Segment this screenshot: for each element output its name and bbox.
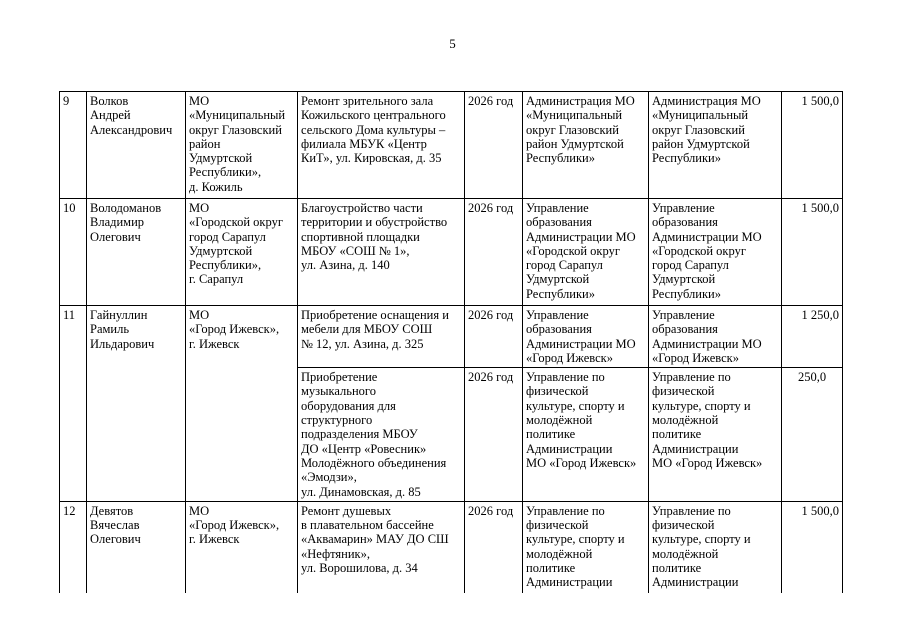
deputy-name: Девятов Вячеслав Олегович	[87, 501, 186, 593]
project-description: Ремонт зрительного зала Кожильского центрального сельского Дома культуры – филиала МБУК «Центр КиТ», ул. Кировская, д. 35	[298, 92, 465, 199]
page-number: 5	[449, 36, 456, 51]
municipality: МО «Муниципальный округ Глазовский район Удмуртской Республики», д. Кожиль	[186, 92, 298, 199]
implementation-year: 2026 год	[465, 306, 523, 368]
amount: 250,0	[782, 368, 843, 502]
municipality: МО «Городской округ город Сарапул Удмуртской Республики», г. Сарапул	[186, 199, 298, 306]
row-number: 9	[60, 92, 87, 199]
implementation-year: 2026 год	[465, 501, 523, 593]
table-row	[60, 199, 843, 306]
administrator: Администрация МО «Муниципальный округ Глазовский район Удмуртской Республики»	[649, 92, 782, 199]
deputy-name: Володоманов Владимир Олегович	[87, 199, 186, 306]
project-description: Приобретение оснащения и мебели для МБОУ СОШ № 12, ул. Азина, д. 325	[298, 306, 465, 368]
administrator: Управление образования Администрации МО «Город Ижевск»	[649, 306, 782, 368]
recipient: Управление по физической культуре, спорту и молодёжной политике Администрации	[523, 501, 649, 593]
table-row	[60, 306, 843, 368]
municipality: МО «Город Ижевск», г. Ижевск	[186, 306, 298, 502]
row-number: 11	[60, 306, 87, 502]
amount: 1 500,0	[782, 92, 843, 199]
recipient: Управление образования Администрации МО «Городской округ город Сарапул Удмуртской Республики»	[523, 199, 649, 306]
recipient: Управление по физической культуре, спорту и молодёжной политике Администрации МО «Город Ижевск»	[523, 368, 649, 502]
row-number: 10	[60, 199, 87, 306]
recipient: Управление образования Администрации МО «Город Ижевск»	[523, 306, 649, 368]
table-row	[60, 92, 843, 199]
recipient: Администрация МО «Муниципальный округ Глазовский район Удмуртской Республики»	[523, 92, 649, 199]
row-number: 12	[60, 501, 87, 593]
deputy-name: Волков Андрей Александрович	[87, 92, 186, 199]
projects-table	[59, 91, 843, 593]
project-description: Благоустройство части территории и обустройство спортивной площадки МБОУ «СОШ № 1», ул. Азина, д. 140	[298, 199, 465, 306]
implementation-year: 2026 год	[465, 199, 523, 306]
implementation-year: 2026 год	[465, 368, 523, 502]
project-description: Ремонт душевых в плавательном бассейне «Аквамарин» МАУ ДО СШ «Нефтяник», ул. Ворошилова, д. 34	[298, 501, 465, 593]
administrator: Управление образования Администрации МО «Городской округ город Сарапул Удмуртской Республики»	[649, 199, 782, 306]
administrator: Управление по физической культуре, спорту и молодёжной политике Администрации	[649, 501, 782, 593]
administrator: Управление по физической культуре, спорту и молодёжной политике Администрации МО «Город Ижевск»	[649, 368, 782, 502]
municipality: МО «Город Ижевск», г. Ижевск	[186, 501, 298, 593]
amount: 1 500,0	[782, 199, 843, 306]
implementation-year: 2026 год	[465, 92, 523, 199]
amount: 1 250,0	[782, 306, 843, 368]
amount: 1 500,0	[782, 501, 843, 593]
project-description: Приобретение музыкального оборудования для структурного подразделения МБОУ ДО «Центр «Ровесник» Молодёжного объединения «Эмодзи», ул. Динамовская, д. 85	[298, 368, 465, 502]
deputy-name: Гайнуллин Рамиль Ильдарович	[87, 306, 186, 502]
table-row	[60, 501, 843, 593]
